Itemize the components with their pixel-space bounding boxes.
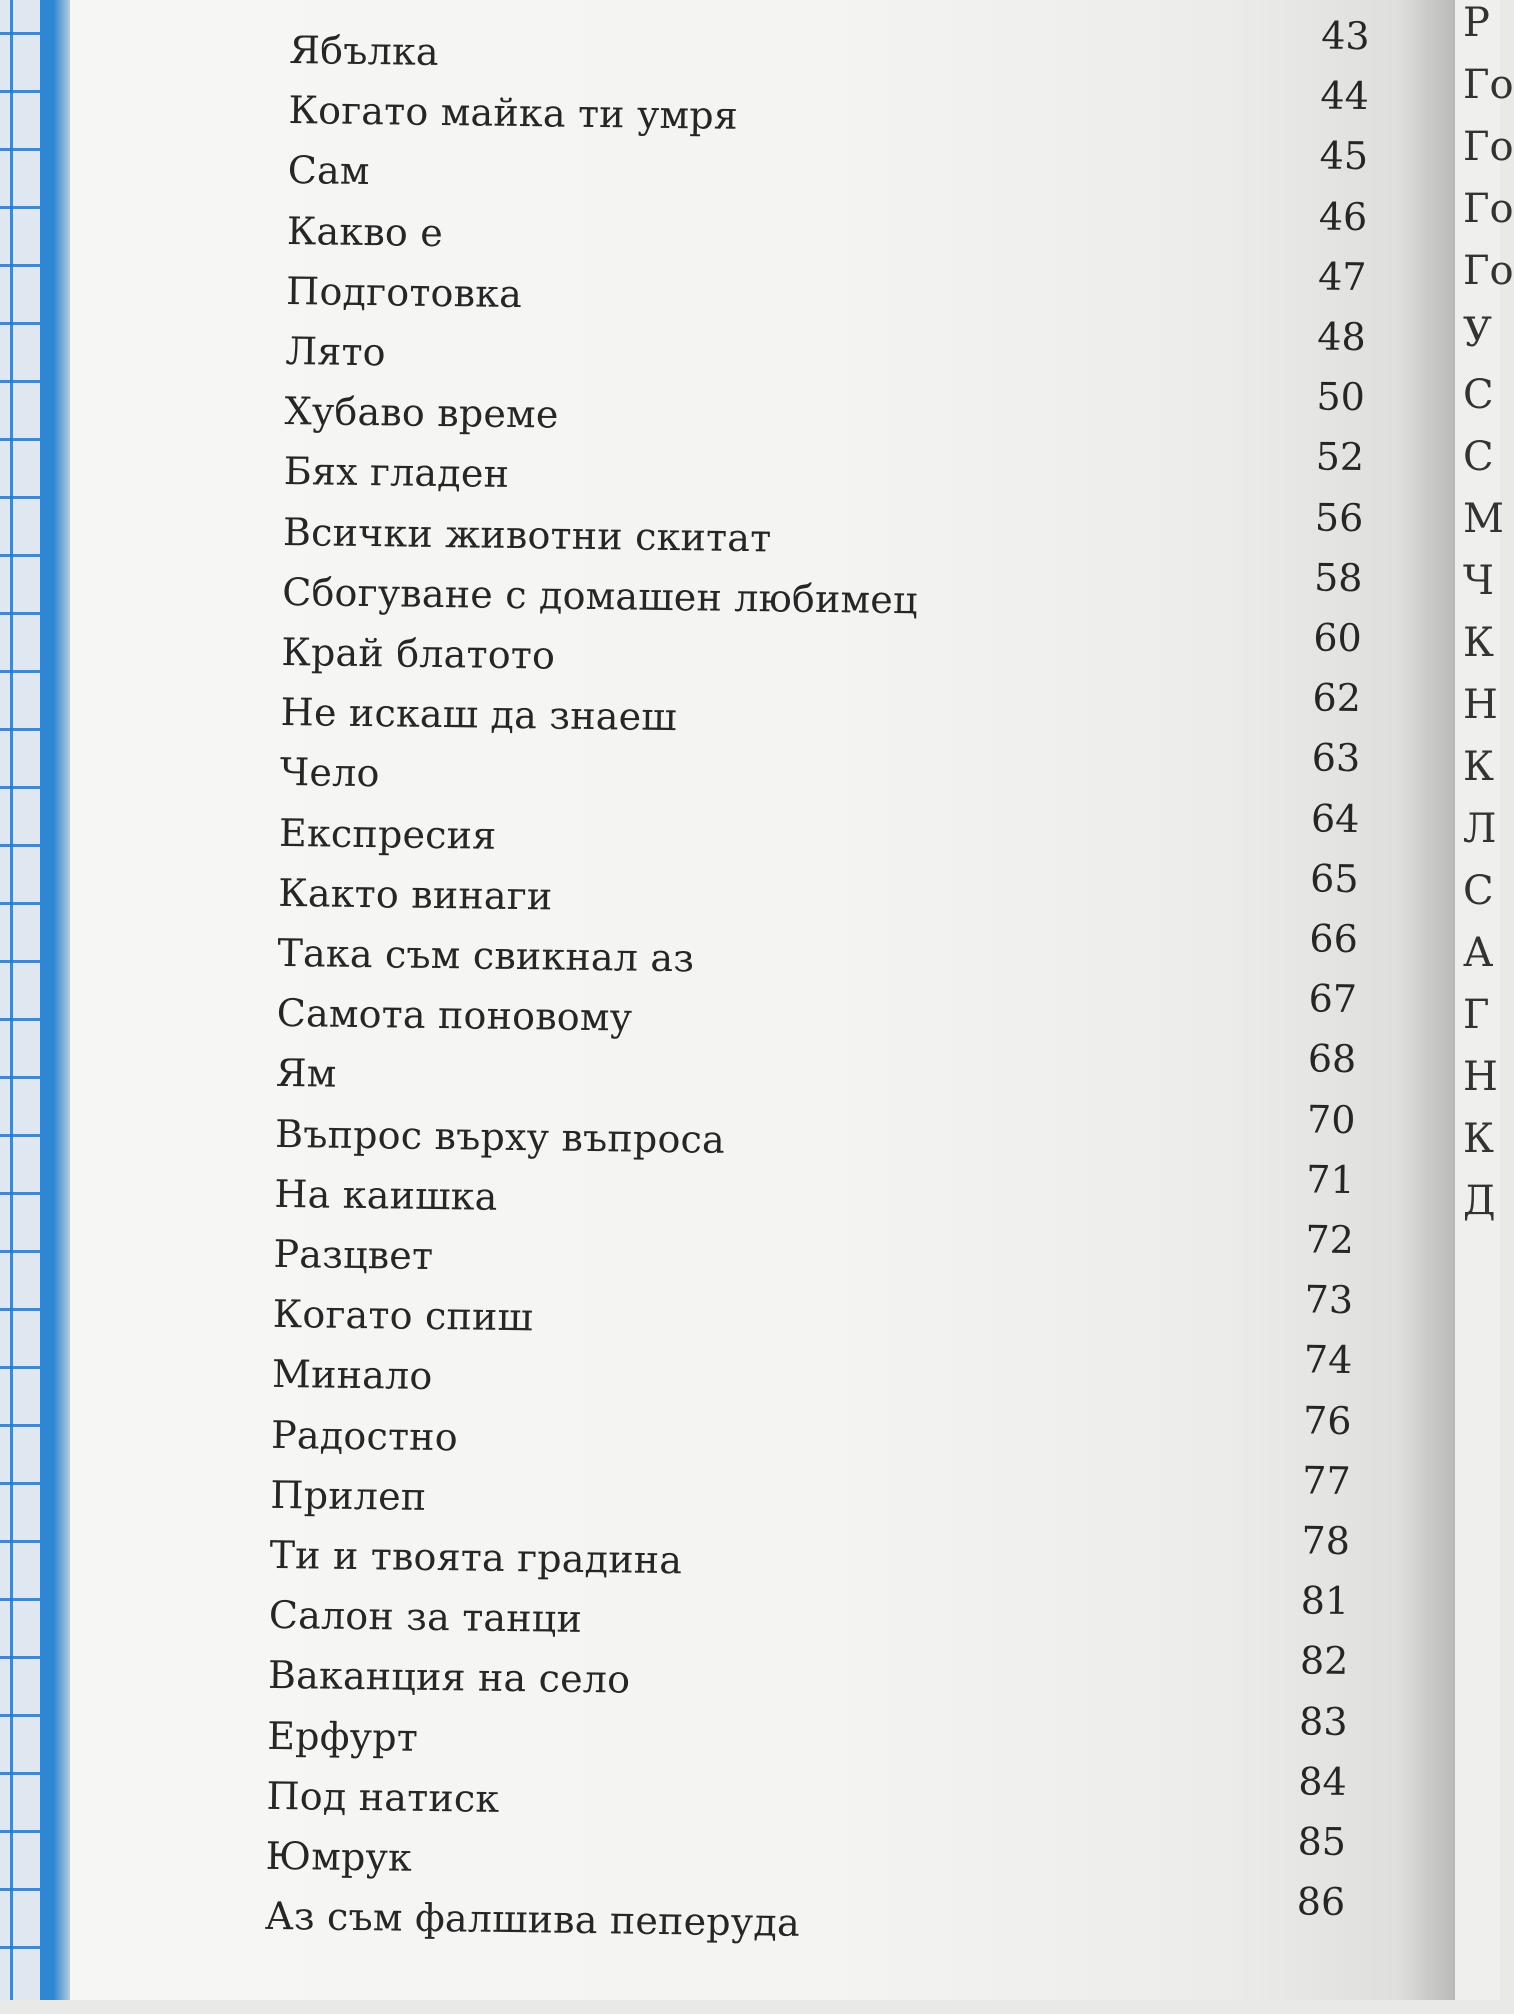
- toc-entry-page-number: 58: [1313, 555, 1363, 600]
- next-page-letter: С: [1463, 434, 1494, 480]
- toc-entry-page-number: 85: [1297, 1819, 1347, 1864]
- next-page-letter: М: [1463, 496, 1504, 542]
- next-page-letter: А: [1463, 930, 1494, 976]
- toc-entry-page-number: 63: [1311, 735, 1361, 781]
- toc-entry-title: Както винаги: [278, 870, 553, 919]
- toc-entry-title: На каишка: [274, 1171, 498, 1219]
- next-page-letter: С: [1463, 868, 1494, 914]
- toc-entry-page-number: 68: [1307, 1036, 1357, 1082]
- toc-entry-title: Когато майка ти умря: [288, 88, 739, 139]
- toc-entry-page-number: 72: [1305, 1217, 1355, 1263]
- toc-entry-title: Хубаво време: [284, 389, 559, 437]
- toc-entry-title: Въпрос върху въпроса: [274, 1111, 726, 1162]
- toc-entry-title: Подготовка: [285, 268, 523, 316]
- next-page-edge: [1455, 0, 1514, 2000]
- toc-entry-page-number: 83: [1298, 1698, 1348, 1744]
- toc-entry-page-number: 64: [1310, 796, 1360, 841]
- toc-entry-title: Не искаш да знаеш: [280, 690, 678, 740]
- toc-entry-page-number: 50: [1316, 374, 1366, 420]
- toc-entry-page-number: 47: [1317, 254, 1367, 299]
- next-page-letter: Ч: [1463, 558, 1494, 604]
- toc-entry-title: Радостно: [270, 1412, 459, 1459]
- toc-entry-page-number: 46: [1318, 194, 1368, 239]
- next-page-letter: У: [1463, 310, 1492, 356]
- book-page: [70, 0, 1430, 2000]
- toc-entry-page-number: 73: [1304, 1277, 1354, 1323]
- toc-entry-page-number: 78: [1301, 1518, 1351, 1564]
- toc-entry-page-number: 56: [1314, 495, 1364, 540]
- toc-entry-title: Лято: [285, 328, 387, 375]
- toc-entry-page-number: 74: [1303, 1337, 1353, 1383]
- toc-entry-title: Всички животни скитат: [282, 509, 772, 560]
- toc-entry-title: Ерфурт: [266, 1713, 419, 1760]
- toc-entry-title: Какво е: [286, 208, 444, 255]
- toc-entry-page-number: 71: [1306, 1157, 1355, 1202]
- toc-entry-title: Така съм свикнал аз: [277, 930, 695, 981]
- next-page-letter: К: [1463, 1116, 1494, 1162]
- table-of-contents: [264, 0, 1380, 2014]
- toc-entry-title: Експресия: [278, 810, 497, 858]
- toc-entry-title: Разцвет: [273, 1231, 434, 1278]
- toc-entry-page-number: 81: [1300, 1578, 1350, 1624]
- toc-entry-page-number: 62: [1312, 675, 1362, 721]
- toc-entry-title: Салон за танци: [268, 1593, 583, 1642]
- toc-entry-page-number: 82: [1299, 1638, 1349, 1684]
- next-page-letter: Н: [1463, 682, 1498, 728]
- toc-entry-title: Аз съм фалшива пеперуда: [264, 1894, 801, 1946]
- toc-entry-title: Край блатото: [281, 629, 556, 678]
- next-page-letter: Л: [1463, 806, 1497, 852]
- toc-entry-title: Ваканция на село: [267, 1653, 631, 1702]
- toc-entry-page-number: 76: [1302, 1397, 1352, 1443]
- toc-entry-page-number: 43: [1320, 13, 1370, 59]
- toc-entry-title: Под натиск: [266, 1773, 500, 1821]
- toc-entry-title: Когато спиш: [272, 1292, 534, 1340]
- toc-entry-page-number: 66: [1309, 916, 1359, 962]
- toc-entry-page-number: 70: [1306, 1097, 1356, 1142]
- toc-entry-title: Чело: [279, 750, 380, 796]
- toc-entry-title: Ям: [275, 1051, 337, 1097]
- notebook-edge: [40, 0, 74, 2000]
- toc-entry-page-number: 67: [1308, 976, 1358, 1022]
- toc-entry-page-number: 84: [1298, 1759, 1348, 1804]
- toc-entry-page-number: 52: [1315, 434, 1365, 480]
- next-page-letter: Го: [1463, 186, 1514, 232]
- next-page-letter: С: [1463, 372, 1494, 418]
- next-page-letter: Д: [1463, 1178, 1496, 1224]
- toc-entry-title: Минало: [271, 1352, 433, 1399]
- toc-entry-page-number: 44: [1320, 73, 1370, 119]
- toc-entry-title: Бях гладен: [283, 449, 510, 497]
- toc-entry-page-number: 86: [1296, 1879, 1346, 1925]
- toc-entry-page-number: 60: [1313, 615, 1363, 661]
- page-gutter-shadow: [1400, 0, 1460, 2000]
- toc-entry-title: Самота поновому: [276, 991, 633, 1040]
- next-page-letter: К: [1463, 620, 1494, 666]
- toc-entry-page-number: 65: [1309, 856, 1359, 901]
- next-page-letter: Г: [1463, 992, 1490, 1038]
- toc-entry-title: Юмрук: [265, 1833, 413, 1880]
- toc-entry-title: Сам: [287, 148, 370, 194]
- toc-entry-title: Ти и твоята градина: [269, 1532, 683, 1583]
- next-page-letter: Го: [1463, 124, 1514, 170]
- toc-entry-title: Сбогуване с домашен любимец: [281, 569, 918, 623]
- toc-entry-title: Прилеп: [270, 1472, 427, 1519]
- next-page-letter: Р: [1463, 0, 1490, 46]
- toc-entry-page-number: 45: [1319, 133, 1369, 179]
- next-page-letter: Н: [1463, 1054, 1498, 1100]
- toc-entry-title: Ябълка: [289, 27, 440, 74]
- next-page-letter: К: [1463, 744, 1494, 790]
- toc-entry-page-number: 77: [1302, 1458, 1351, 1503]
- next-page-letter: Го: [1463, 248, 1514, 294]
- next-page-letter: Го: [1463, 62, 1514, 108]
- toc-entry-page-number: 48: [1317, 314, 1366, 360]
